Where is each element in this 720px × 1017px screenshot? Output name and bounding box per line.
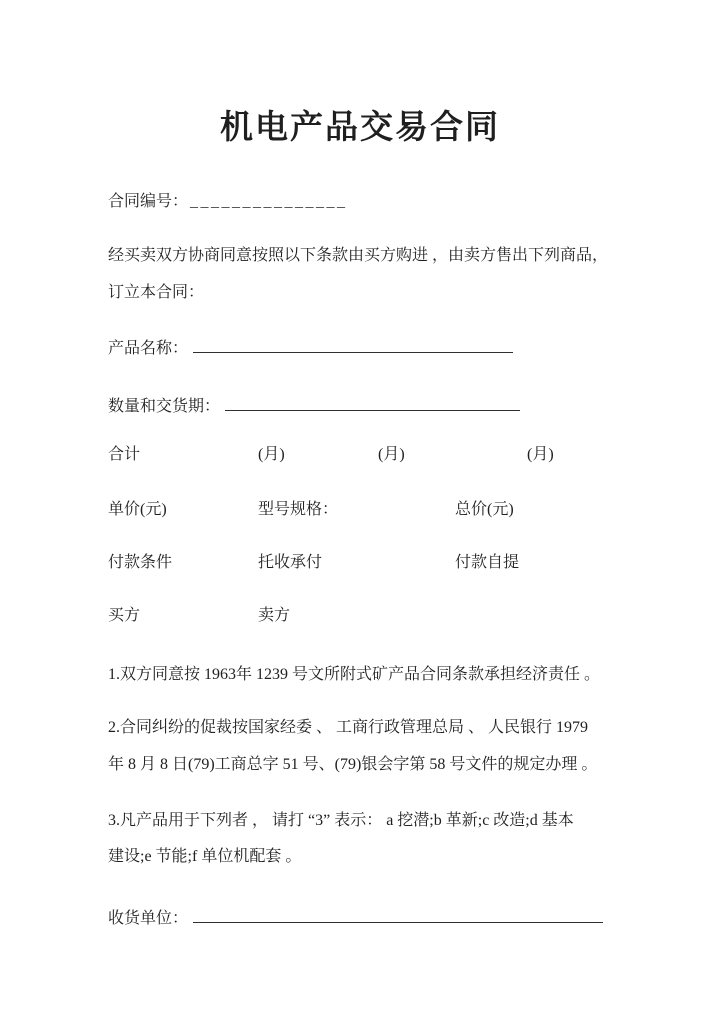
- clause-2-line1: 2.合同纠纷的促裁按国家经委 、 工商行政管理总局 、 人民银行 1979: [108, 719, 589, 736]
- receiver-label: 收货单位：: [108, 910, 189, 927]
- document-title: 机电产品交易合同: [220, 110, 500, 146]
- intro-paragraph-line2: 订立本合同：: [108, 284, 205, 301]
- collection-label: 托收承付: [258, 554, 323, 571]
- pickup-label: 付款自提: [455, 554, 520, 571]
- total-label: 合计: [108, 446, 141, 463]
- clause-2-line2: 年 8 月 8 日(79)工商总字 51 号、(79)银会字第 58 号文件的规定办理 。: [108, 756, 598, 773]
- product-name-row: [108, 334, 720, 359]
- unit-price-label: 单价(元): [108, 501, 167, 518]
- product-name-label: 产品名称：: [108, 340, 189, 357]
- seller-label: 卖方: [258, 607, 291, 624]
- product-name-blank: [193, 334, 513, 353]
- quantity-blank: [225, 392, 520, 411]
- buyer-label: 买方: [108, 607, 141, 624]
- contract-number-row: [108, 192, 720, 212]
- model-spec-label: 型号规格：: [258, 501, 339, 518]
- month-cell-2: (月): [378, 446, 405, 463]
- quantity-row: [108, 392, 720, 417]
- total-price-label: 总价(元): [455, 501, 514, 518]
- intro-paragraph-line1: 经买卖双方协商同意按照以下条款由买方购进 ，由卖方售出下列商品，: [108, 247, 609, 264]
- receiver-row: [108, 904, 720, 929]
- contract-number-blank: _______________: [190, 193, 348, 210]
- payment-terms-label: 付款条件: [108, 554, 173, 571]
- receiver-blank: [193, 904, 603, 923]
- clause-1: 1.双方同意按 1963年 1239 号文所附式矿产品合同条款承担经济责任 。: [108, 666, 601, 683]
- month-cell-1: (月): [258, 446, 285, 463]
- quantity-label: 数量和交货期：: [108, 398, 221, 415]
- month-cell-3: (月): [527, 446, 554, 463]
- clause-3-line1: 3.凡产品用于下列者 ， 请打 “3” 表示： a 挖潜;b 革新;c 改造;d 基本: [108, 812, 574, 829]
- contract-number-label: 合同编号：: [108, 193, 189, 210]
- clause-3-line2: 建设;e 节能;f 单位机配套 。: [108, 848, 302, 865]
